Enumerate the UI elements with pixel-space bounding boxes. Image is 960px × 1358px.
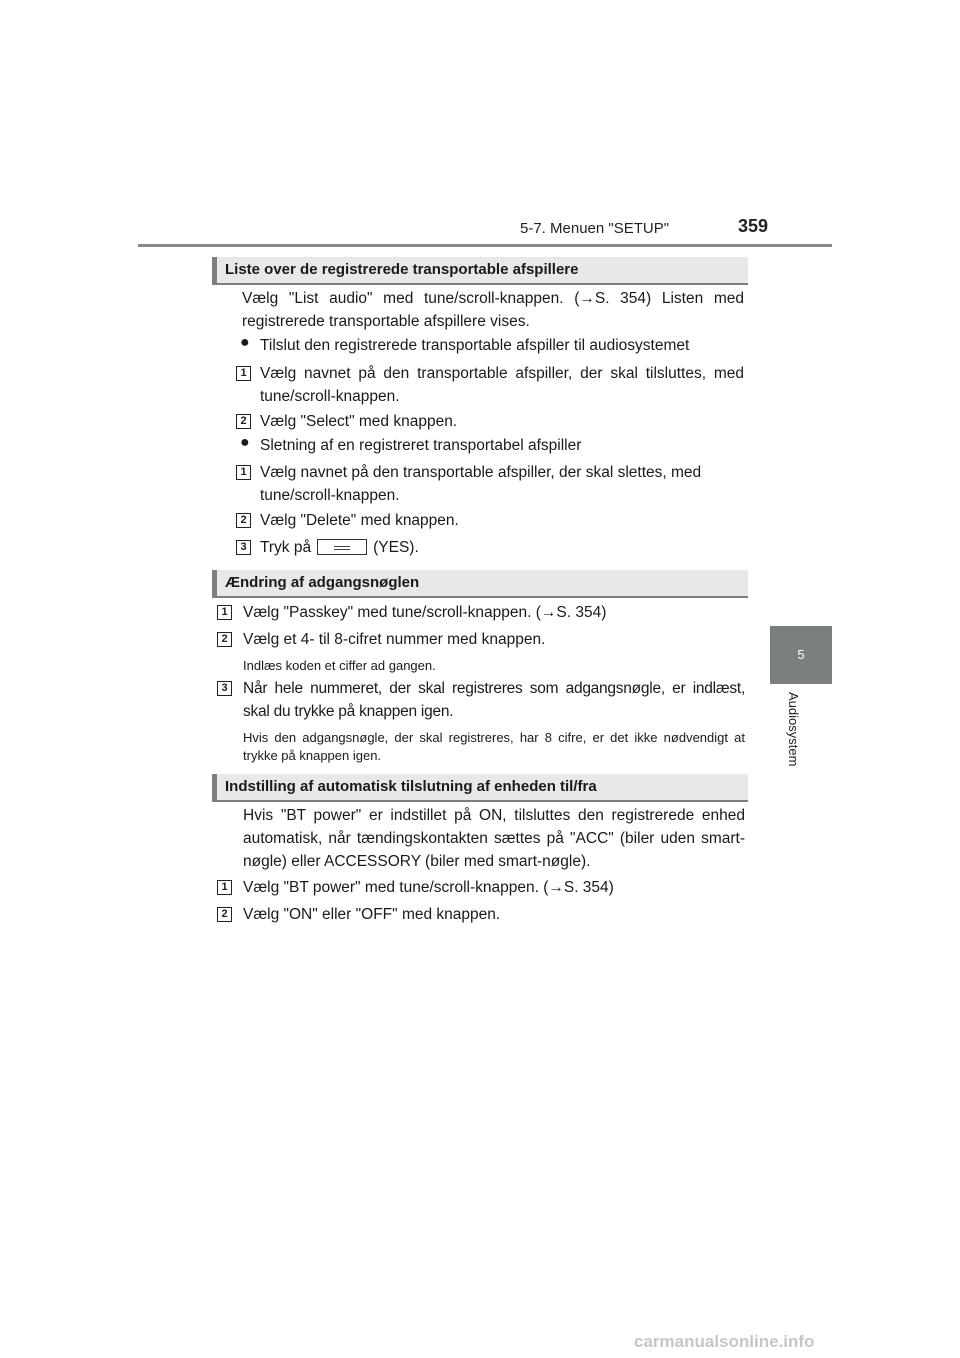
chapter-title: Audiosystem bbox=[786, 692, 801, 767]
step-number-badge: 2 bbox=[236, 414, 251, 429]
step-number-badge: 3 bbox=[217, 681, 232, 696]
step-text: Vælg "Passkey" med tune/scroll-knappen. (→S. 354) bbox=[243, 604, 607, 621]
step-note: Indlæs koden et ciffer ad gangen. bbox=[243, 658, 436, 673]
step-text: Vælg et 4- til 8-cifret nummer med knappen. bbox=[243, 631, 546, 648]
bullet-text: Tilslut den registrerede transportable afspiller til audiosystemet bbox=[260, 337, 690, 354]
section-breadcrumb: 5-7. Menuen "SETUP" bbox=[520, 220, 670, 237]
bullet-text: Sletning af en registreret transportabel afspiller bbox=[260, 437, 582, 454]
step-number-badge: 3 bbox=[236, 540, 251, 555]
section-heading-passkey: Ændring af adgangsnøglen bbox=[212, 570, 748, 598]
step-number-badge: 1 bbox=[217, 880, 232, 895]
step-text: Vælg "Select" med knappen. bbox=[260, 413, 458, 430]
watermark: carmanualsonline.info bbox=[634, 1332, 815, 1351]
bullet-icon: ● bbox=[240, 334, 250, 351]
section-heading-auto-connect: Indstilling af automatisk tilslutning af enheden til/fra bbox=[212, 774, 748, 802]
step-number-badge: 1 bbox=[217, 605, 232, 620]
step-text: Når hele nummeret, der skal registreres som adgangsnøgle, er indlæst, skal du trykke på knappen igen. bbox=[243, 680, 745, 720]
step-text: Vælg navnet på den transportable afspiller, der skal slettes, med tune/scroll-knappen. bbox=[260, 464, 702, 504]
step-number-badge: 2 bbox=[217, 632, 232, 647]
step-number-badge: 1 bbox=[236, 465, 251, 480]
step-text: Vælg "ON" eller "OFF" med knappen. bbox=[243, 906, 501, 923]
bullet-icon: ● bbox=[240, 434, 250, 451]
step-text: Vælg "Delete" med knappen. bbox=[260, 512, 459, 529]
section-heading-registered-players: Liste over de registrerede transportable afspillere bbox=[212, 257, 748, 285]
step-number-badge: 1 bbox=[236, 366, 251, 381]
enter-button-icon bbox=[317, 539, 367, 555]
step-number-badge: 2 bbox=[236, 513, 251, 528]
chapter-tab: 5 bbox=[770, 626, 832, 684]
step-note: Hvis den adgangsnøgle, der skal registreres, har 8 cifre, er det ikke nødvendigt at trykke på knappen igen. bbox=[243, 730, 745, 763]
step-number-badge: 2 bbox=[217, 907, 232, 922]
step-text: Vælg navnet på den transportable afspiller, der skal tilsluttes, med tune/scroll-knappen. bbox=[260, 365, 744, 405]
section-intro: Hvis "BT power" er indstillet på ON, tilsluttes den registrerede enhed automatisk, når tændingskontakten sættes på "ACC" (biler uden smart-nøgle) eller ACCESSORY (biler med smart-nøgle). bbox=[243, 807, 745, 870]
step-text: Vælg "BT power" med tune/scroll-knappen. (→S. 354) bbox=[243, 879, 614, 896]
page-number: 359 bbox=[738, 216, 769, 236]
section-intro: Vælg "List audio" med tune/scroll-knappen. (→S. 354) Listen med registrerede transportable afspillere vises. bbox=[242, 290, 744, 330]
step-text: Tryk på (YES). bbox=[260, 539, 419, 556]
header-divider bbox=[138, 244, 832, 247]
